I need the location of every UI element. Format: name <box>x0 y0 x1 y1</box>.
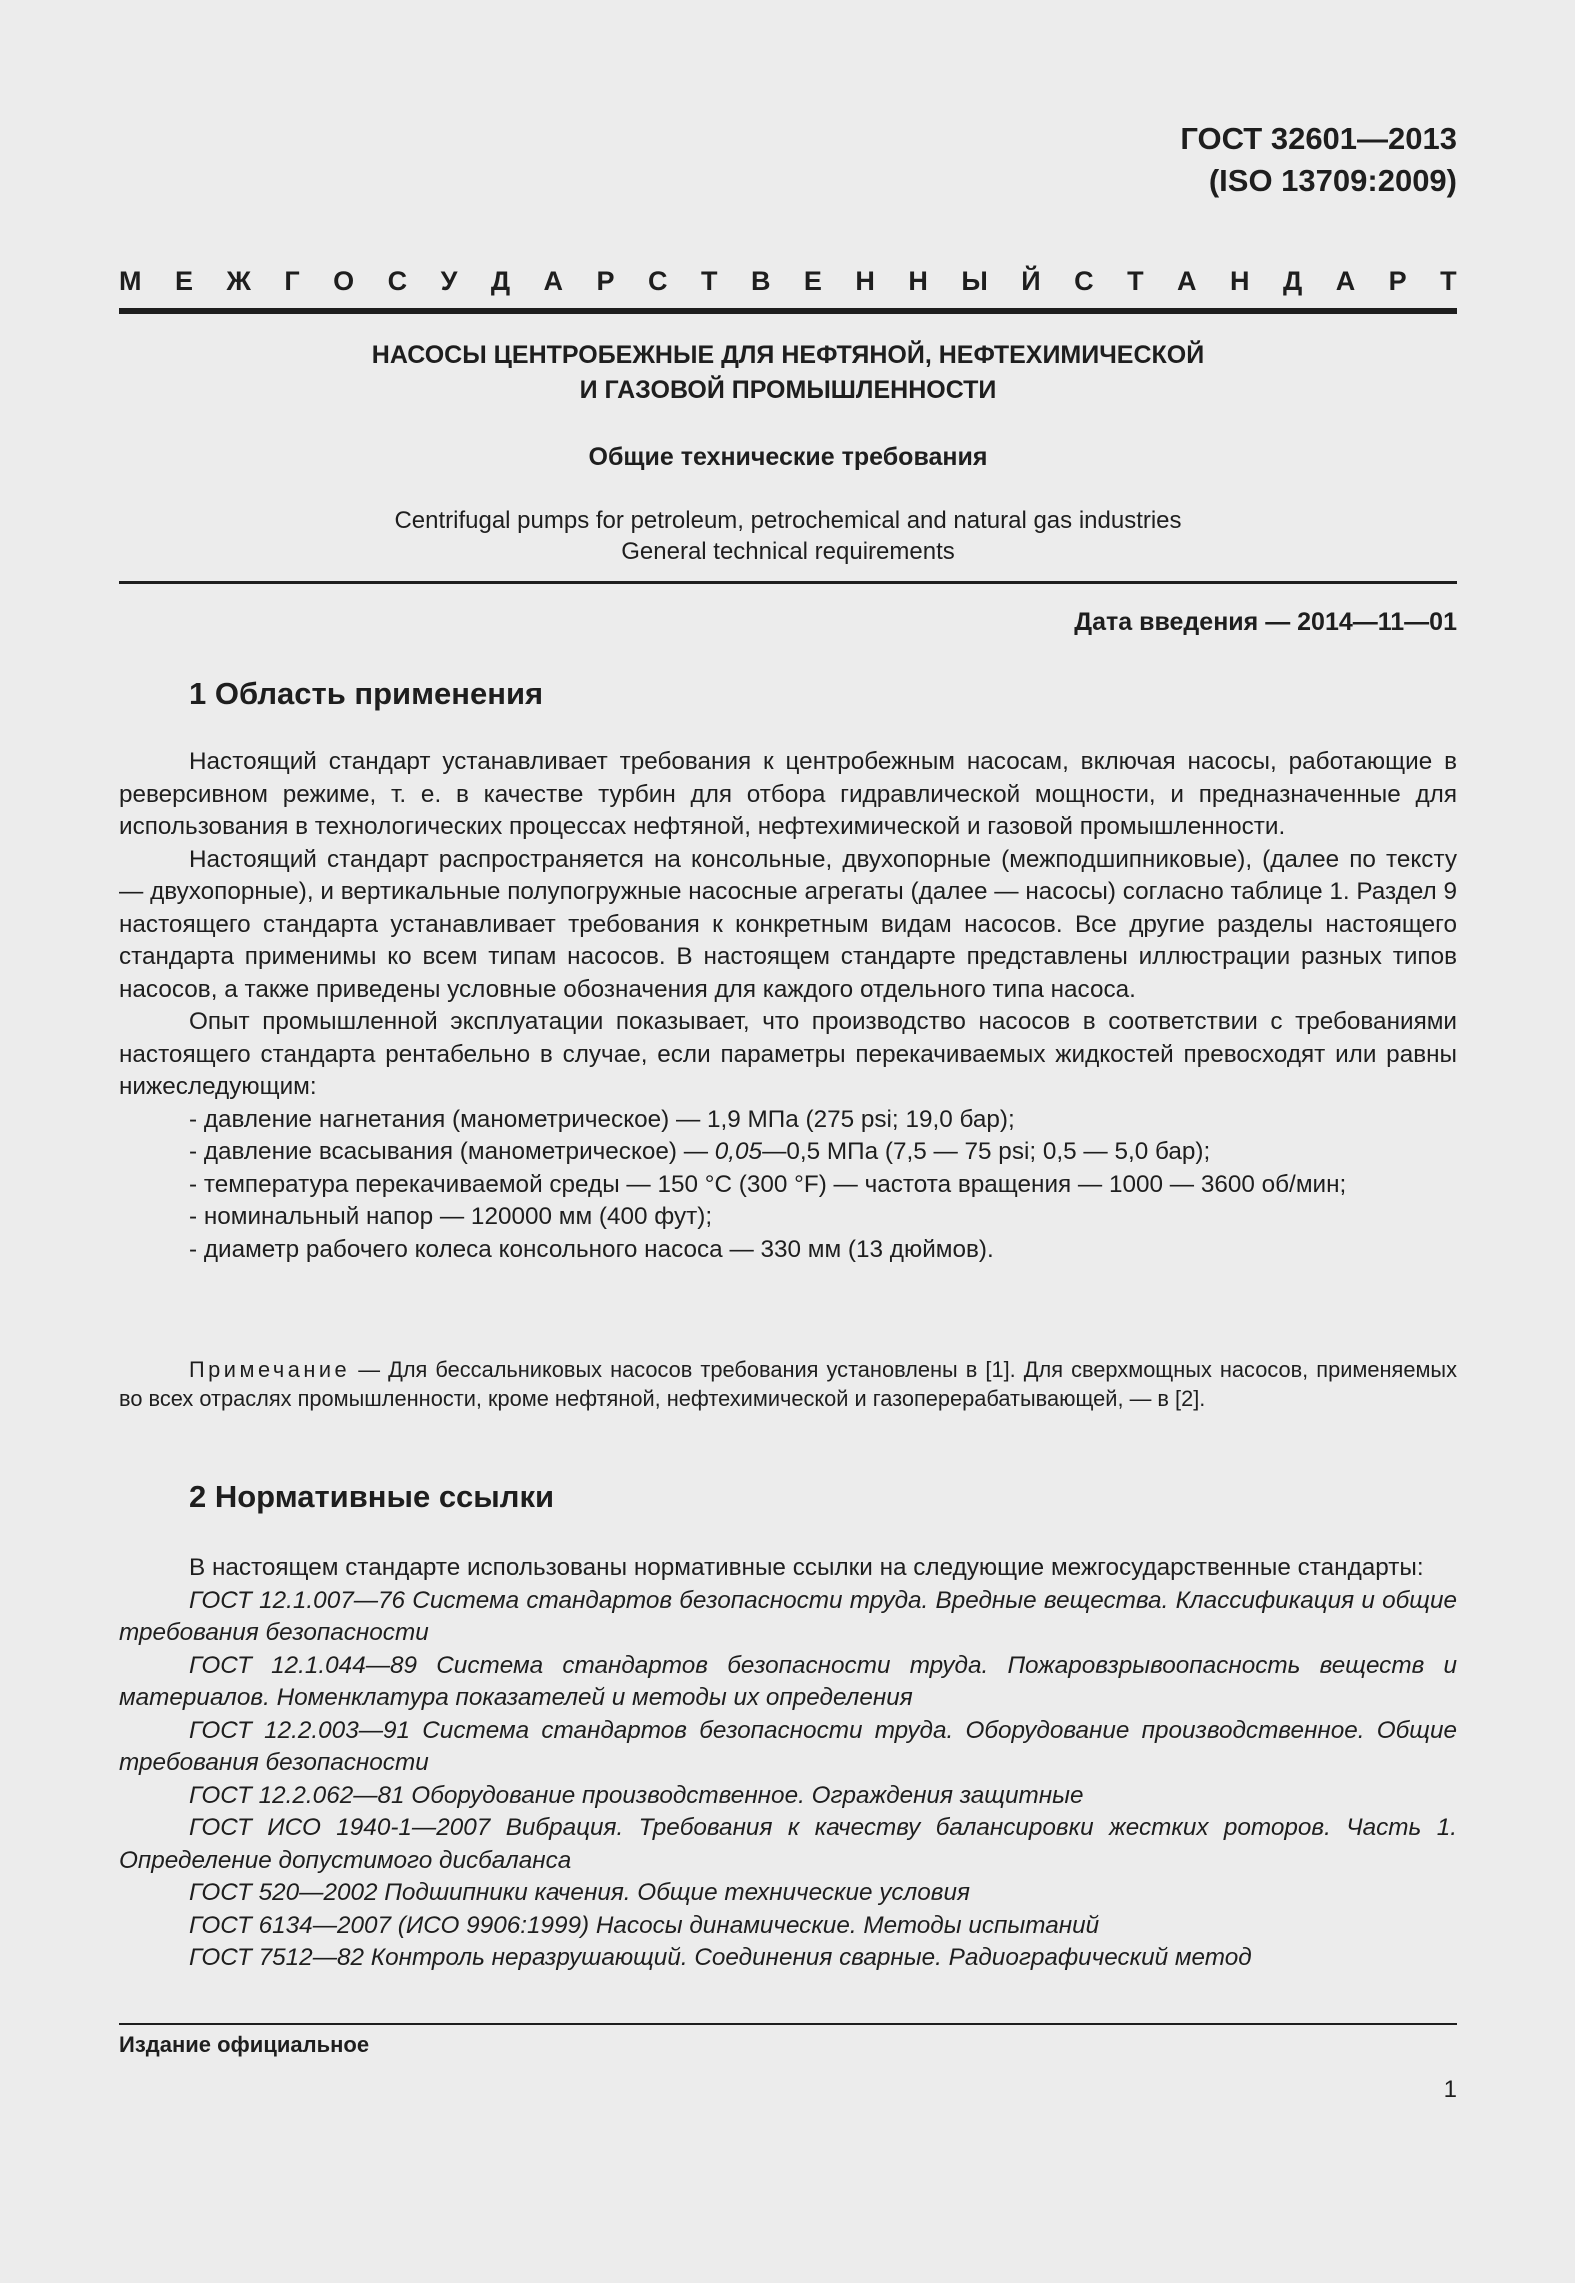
banner-letter: Д <box>1282 266 1303 296</box>
banner-letter: Г <box>284 266 300 296</box>
banner-letter: Р <box>1388 266 1407 296</box>
section-1-paragraph: Опыт промышленной эксплуатации показывает, что производство насосов в соответствии с требованиями настоящего стандарта рентабельно в случае, если параметры перекачиваемых жидкостей превосходят или равны нижеследующим: <box>119 1008 1457 1100</box>
title-en-line2: General technical requirements <box>621 538 955 565</box>
reference-item: ГОСТ 6134—2007 (ИСО 9906:1999) Насосы динамические. Методы испытаний <box>189 1911 1100 1939</box>
list-item <box>119 1136 1457 1169</box>
list-item: - диаметр рабочего колеса консольного насоса — 330 мм (13 дюймов). <box>189 1235 994 1263</box>
list-item-italic-value: 0,05 <box>714 1138 763 1165</box>
list-item-text: - давление всасывания (манометрическое) — <box>189 1138 715 1165</box>
standard-number-gost: ГОСТ 32601—2013 <box>1180 121 1457 156</box>
document-page <box>119 0 1457 2283</box>
interstate-standard-banner <box>119 266 1457 297</box>
list-item: - номинальный напор — 120000 мм (400 фут); <box>189 1203 713 1230</box>
section-1-paragraph: Настоящий стандарт устанавливает требования к центробежным насосам, включая насосы, работающие в реверсивном режиме, т. е. в качестве турбин для отбора гидравлической мощности, и предназначенные для использования в технологических процессах нефтяной, нефтехимической и газовой промышленности. <box>119 748 1457 840</box>
banner-letter: А <box>1335 266 1356 296</box>
note-label: Примечание <box>189 1357 351 1382</box>
introduction-date: Дата введения — 2014—11—01 <box>1074 608 1457 636</box>
reference-item: ГОСТ 12.1.044—89 Система стандартов безопасности труда. Пожаровзрывоопасность веществ и материалов. Номенклатура показателей и методы их определения <box>119 1651 1457 1711</box>
section-2-intro: В настоящем стандарте использованы нормативные ссылки на следующие межгосударственные стандарты: <box>189 1554 1424 1581</box>
banner-letter: Е <box>803 266 822 296</box>
title-en <box>119 505 1457 567</box>
banner-letter: Н <box>855 266 875 296</box>
banner-letter: С <box>387 266 408 296</box>
banner-letter: У <box>440 266 458 296</box>
reference-item: ГОСТ 12.2.062—81 Оборудование производственное. Ограждения защитные <box>189 1781 1084 1809</box>
section-1-body <box>119 746 1457 1266</box>
official-edition-label: Издание официальное <box>119 2032 370 2057</box>
section-2-heading: 2 Нормативные ссылки <box>189 1479 555 1514</box>
banner-letter: Н <box>1230 266 1250 296</box>
banner-letter: Е <box>174 266 193 296</box>
banner-letter: А <box>543 266 564 296</box>
banner-letter: В <box>750 266 771 296</box>
section-1-heading: 1 Область применения <box>189 676 544 711</box>
section-1-paragraph: Настоящий стандарт распространяется на консольные, двухопорные (межподшипниковые), (далее по тексту — двухопорные), и вертикальные полупогружные насосные агрегаты (далее — насосы) согласно таблице 1. Раздел 9 настоящего стандарта устанавливает требования к конкретным видам насосов. Все другие разделы настоящего стандарта применимы ко всем типам насосов. В настоящем стандарте представлены иллюстрации разных типов насосов, а также приведены условные обозначения для каждого отдельного типа насоса. <box>119 845 1457 1003</box>
reference-item: ГОСТ 12.1.007—76 Система стандартов безопасности труда. Вредные вещества. Классификация и общие требования безопасности <box>119 1586 1457 1646</box>
section-1-note <box>119 1355 1457 1413</box>
banner-letter: М <box>119 266 142 296</box>
title-ru-subtitle: Общие технические требования <box>588 443 988 471</box>
note-paragraph <box>119 1355 1457 1413</box>
standard-number-iso: (ISO 13709:2009) <box>1208 163 1457 198</box>
banner-letter: Т <box>1127 266 1144 296</box>
header-divider <box>119 308 1457 314</box>
banner-letter: Ж <box>226 266 251 296</box>
reference-item: ГОСТ 520—2002 Подшипники качения. Общие технические условия <box>189 1879 970 1906</box>
reference-item: ГОСТ 12.2.003—91 Система стандартов безопасности труда. Оборудование производственное. Общие требования безопасности <box>119 1716 1457 1776</box>
title-divider <box>119 581 1457 584</box>
banner-letter: Т <box>700 266 718 296</box>
reference-item: ГОСТ ИСО 1940-1—2007 Вибрация. Требования к качеству балансировки жестких роторов. Часть 1. Определение допустимого дисбаланса <box>119 1814 1457 1874</box>
title-ru-line1: НАСОСЫ ЦЕНТРОБЕЖНЫЕ ДЛЯ НЕФТЯНОЙ, НЕФТЕХИМИЧЕСКОЙ <box>371 341 1205 369</box>
banner-letter: Р <box>596 266 615 296</box>
page-number: 1 <box>1443 2076 1457 2103</box>
banner-letter: Н <box>908 266 928 296</box>
list-item: - температура перекачиваемой среды — 150 °С (300 °F) — частота вращения — 1000 — 3600 об/мин; <box>189 1170 1347 1198</box>
title-en-line1: Centrifugal pumps for petroleum, petrochemical and natural gas industries <box>394 507 1182 534</box>
list-item: - давление нагнетания (манометрическое) — 1,9 МПа (275 psi; 19,0 бар); <box>189 1105 1015 1133</box>
banner-letter: С <box>648 266 668 296</box>
banner-letter: Й <box>1021 266 1041 296</box>
banner-letter: Д <box>490 266 511 296</box>
note-text: — Для бессальниковых насосов требования установлены в [1]. Для сверхмощных насосов, применяемых во всех отраслях промышленности, кроме нефтяной, нефтехимической и газоперерабатывающей, — в [2]. <box>119 1357 1457 1411</box>
list-item-text: —0,5 МПа (7,5 — 75 psi; 0,5 — 5,0 бар); <box>762 1138 1211 1165</box>
banner-letter: О <box>333 266 355 296</box>
section-2-body <box>119 1552 1457 1975</box>
title-block <box>119 338 1457 565</box>
banner-letter: А <box>1177 266 1197 296</box>
standard-number <box>1180 118 1457 202</box>
banner-letter: Ы <box>961 266 988 296</box>
banner-letter: С <box>1074 266 1094 296</box>
reference-item: ГОСТ 7512—82 Контроль неразрушающий. Соединения сварные. Радиографический метод <box>189 1944 1252 1971</box>
banner-letter: Т <box>1440 266 1457 296</box>
title-ru-line2: И ГАЗОВОЙ ПРОМЫШЛЕННОСТИ <box>579 376 997 404</box>
footer-divider <box>119 2023 1457 2025</box>
